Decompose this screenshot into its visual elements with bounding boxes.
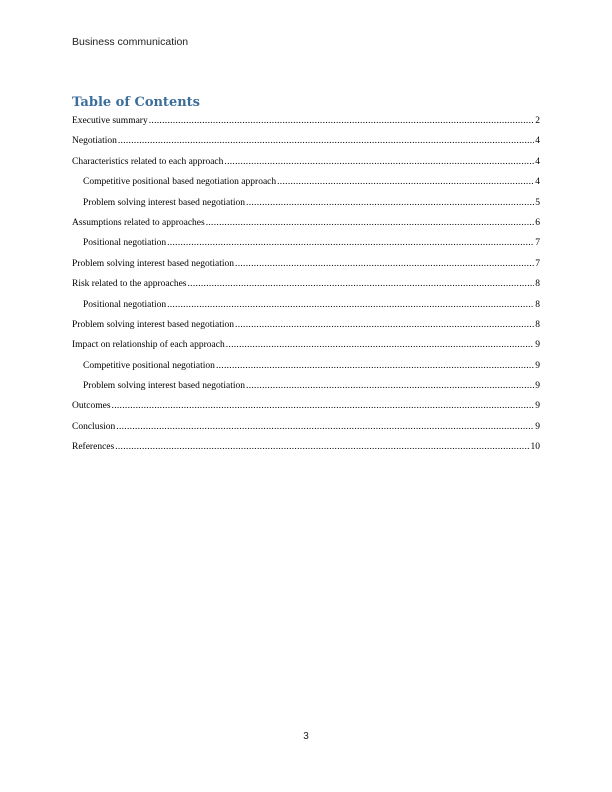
toc-entry[interactable] [72,277,540,297]
toc-dot-leader [216,359,534,373]
toc-entry-page-number: 9 [535,381,540,392]
page-number: 3 [303,731,309,742]
toc-entry-page-number: 5 [535,197,540,208]
toc-entry[interactable] [72,298,540,318]
toc-dot-leader [115,440,529,454]
toc-entry-page-number: 7 [535,258,540,269]
toc-entry-label: Competitive positional negotiation [83,360,215,371]
toc-entry-page-number: 4 [535,136,540,147]
toc-entry-label: Competitive positional based negotiation approach [83,177,277,188]
toc-entry-page-number: 8 [535,319,540,330]
toc-entry-page-number: 9 [535,340,540,351]
toc-entry-label: Risk related to the approaches [72,279,187,290]
toc-entry-label: Positional negotiation [83,299,167,310]
toc-entry-label: Assumptions related to approaches [72,217,205,228]
toc-entry-page-number: 7 [535,238,540,249]
toc-dot-leader [167,236,534,250]
toc-entry-page-number: 8 [535,299,540,310]
toc-entry-page-number: 8 [535,279,540,290]
toc-entry-label: Impact on relationship of each approach [72,340,225,351]
toc-entry-page-number: 6 [535,217,540,228]
toc-entry-page-number: 9 [535,360,540,371]
toc-entry-page-number: 9 [535,421,540,432]
toc-list [72,114,540,461]
toc-entry-page-number: 10 [530,442,540,453]
toc-entry[interactable] [72,338,540,358]
toc-dot-leader [235,318,534,332]
toc-entry[interactable] [72,399,540,419]
toc-title: Table of Contents [72,95,200,110]
toc-entry[interactable] [72,114,540,134]
toc-entry-label: Conclusion [72,421,116,432]
toc-dot-leader [116,420,534,434]
toc-entry[interactable] [72,155,540,175]
toc-dot-leader [188,277,535,291]
toc-dot-leader [118,134,534,148]
toc-entry-label: Executive summary [72,116,148,126]
toc-dot-leader [246,379,534,393]
toc-entry-label: Negotiation [72,136,117,147]
toc-dot-leader [112,399,535,413]
toc-entry[interactable] [72,134,540,154]
toc-entry[interactable] [72,216,540,236]
running-header: Business communication [72,36,189,48]
toc-entry[interactable] [72,440,540,460]
toc-entry-label: Problem solving interest based negotiation [72,258,235,269]
toc-dot-leader [277,175,534,189]
toc-dot-leader [246,196,534,210]
toc-dot-leader [167,298,534,312]
toc-entry-label: Problem solving interest based negotiation [83,381,246,392]
toc-dot-leader [235,257,534,271]
toc-entry-label: References [72,442,115,453]
toc-entry-label: Problem solving interest based negotiation [72,319,235,330]
toc-dot-leader [226,338,535,352]
toc-entry-label: Problem solving interest based negotiation [83,197,246,208]
toc-entry[interactable] [72,175,540,195]
toc-entry[interactable] [72,318,540,338]
toc-dot-leader [206,216,535,230]
toc-entry-page-number: 9 [535,401,540,412]
toc-entry[interactable] [72,379,540,399]
toc-entry[interactable] [72,420,540,440]
toc-entry-label: Positional negotiation [83,238,167,249]
toc-entry-page-number: 4 [535,177,540,188]
toc-dot-leader [224,155,534,169]
toc-entry-page-number: 2 [535,116,540,126]
toc-entry[interactable] [72,359,540,379]
toc-entry[interactable] [72,236,540,256]
toc-dot-leader [149,114,535,128]
toc-entry[interactable] [72,196,540,216]
toc-entry[interactable] [72,257,540,277]
toc-entry-label: Outcomes [72,401,111,412]
toc-entry-page-number: 4 [535,156,540,167]
toc-entry-label: Characteristics related to each approach [72,156,224,167]
